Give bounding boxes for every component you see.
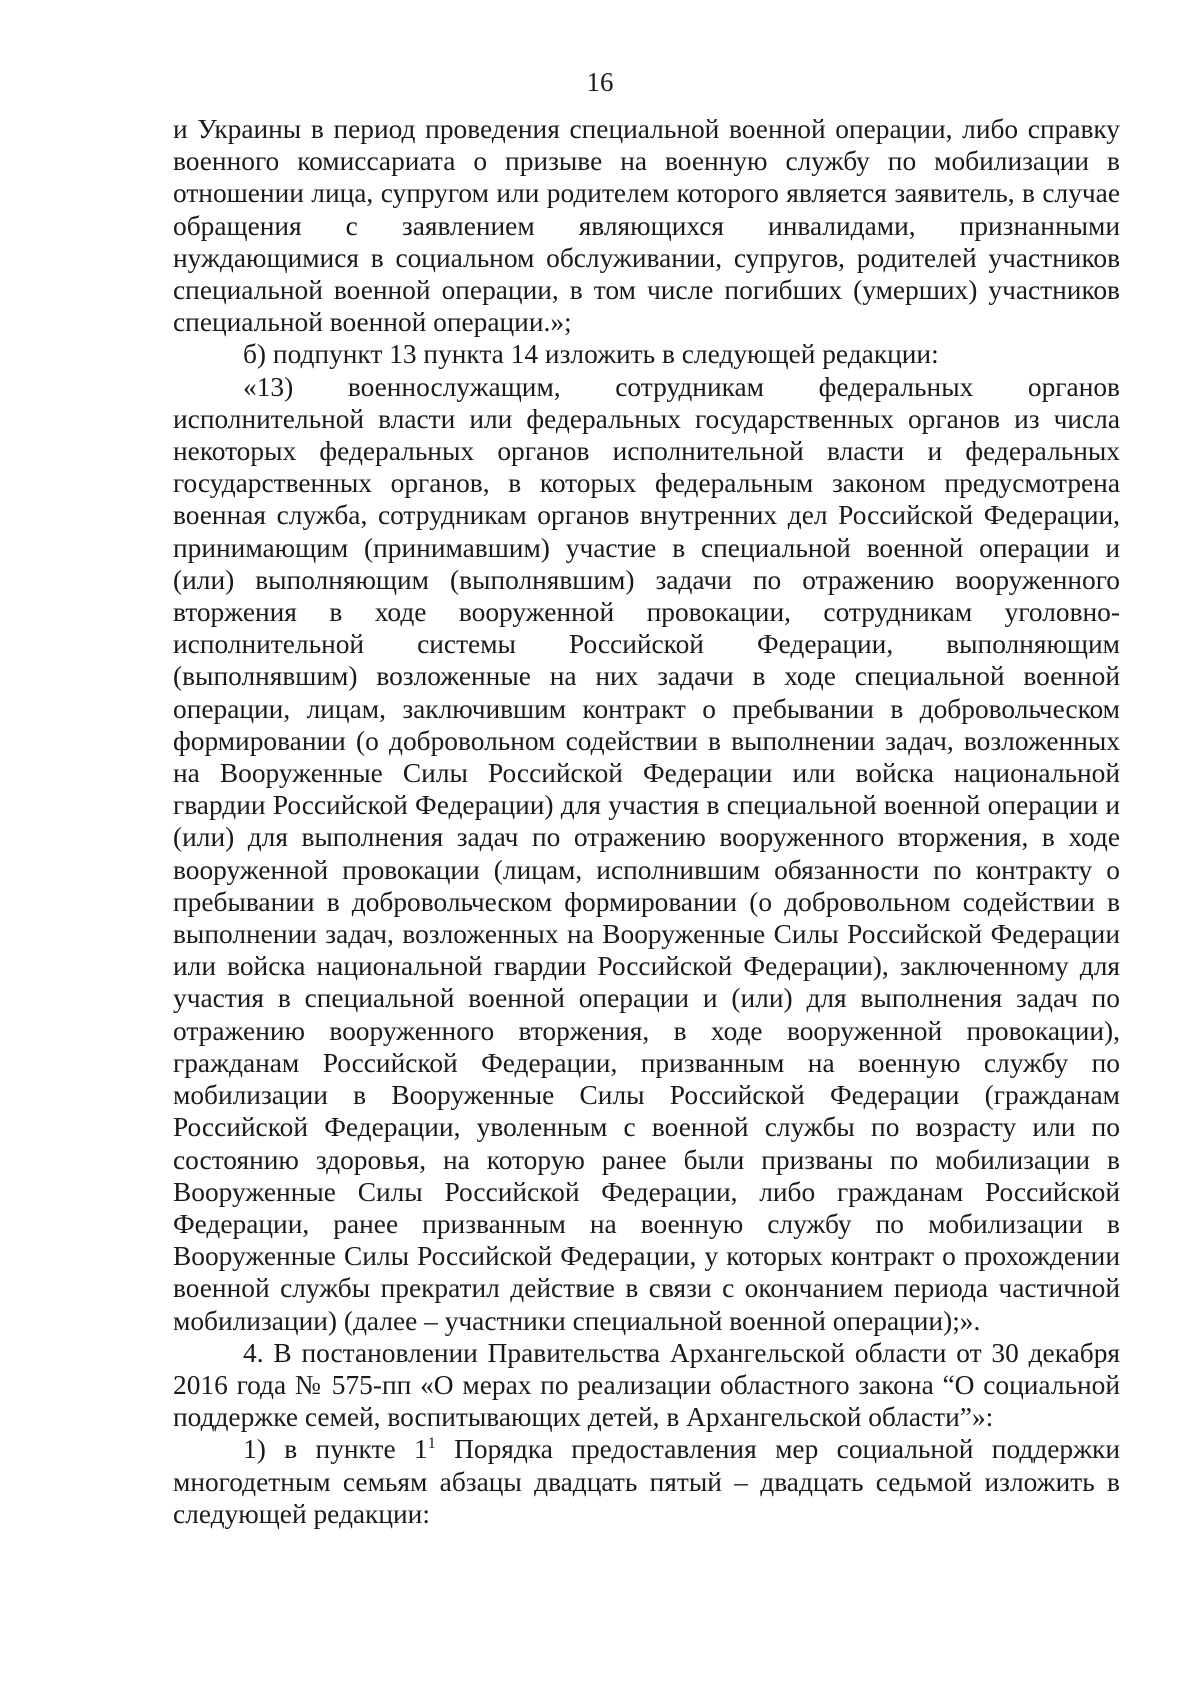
paragraph-continuation: и Украины в период проведения специальной военной операции, либо справку военного комиссариата о призыве на военную службу по мобилизации в отношении лица, супругом или родителем которого является заявитель, в случае обращения с заявлением являющихся инвалидами, признанными нуждающимися в социальном обслуживании, супругов, родителей участников специальной военной операции, в том числе погибших (умерших) участников специальной военной операции.»; <box>173 114 1120 338</box>
paragraph-subpoint-b: б) подпункт 13 пункта 14 изложить в следующей редакции: <box>243 339 939 370</box>
document-body <box>173 113 1120 1530</box>
paragraph-subpoint-13: «13) военнослужащим, сотрудникам федеральных органов исполнительной власти или федеральных государственных органов из числа некоторых федеральных органов исполнительной власти и федеральных государственных органов, в которых федеральным законом предусмотрена военная служба, сотрудникам органов внутренних дел Российской Федерации, принимающим (принимавшим) участие в специальной военной операции и (или) выполняющим (выполнявшим) задачи по отражению вооруженного вторжения в ходе вооруженной провокации, сотрудникам уголовно-исполнительной системы Российской Федерации, выполняющим (выполнявшим) возложенные на них задачи в ходе специальной военной операции, лицам, заключившим контракт о пребывании в добровольческом формировании (о добровольном содействии в выполнении задач, возложенных на Вооруженные Силы Российской Федерации или войска национальной гвардии Российской Федерации) для участия в специальной военной операции и (или) для выполнения задач по отражению вооруженного вторжения, в ходе вооруженной провокации (лицам, исполнившим обязанности по контракту о пребывании в добровольческом формировании (о добровольном содействии в выполнении задач, возложенных на Вооруженные Силы Российской Федерации или войска национальной гвардии Российской Федерации), заключенному для участия в специальной военной операции и (или) для выполнения задач по отражению вооруженного вторжения, в ходе вооруженной провокации), гражданам Российской Федерации, призванным на военную службу по мобилизации в Вооруженные Силы Российской Федерации (гражданам Российской Федерации, уволенным с военной службы по возрасту или по состоянию здоровья, на которую ранее были призваны по мобилизации в Вооруженные Силы Российской Федерации, либо гражданам Российской Федерации, ранее призванным на военную службу по мобилизации в Вооруженные Силы Российской Федерации, у которых контракт о прохождении военной службы прекратил действие в связи с окончанием периода частичной мобилизации) (далее – участники специальной военной операции);». <box>173 371 1120 1336</box>
page-number: 16 <box>586 67 614 97</box>
paragraph-item-1-rest: Порядка предоставления мер социальной поддержки многодетным семьям абзацы двадцать пятый – двадцать седьмой изложить в следующей редакции: <box>173 1434 1120 1529</box>
paragraph-item-1-start: 1) в пункте 1 <box>243 1434 428 1465</box>
superscript-index: 1 <box>427 1435 436 1453</box>
paragraph-item-1 <box>173 1433 1120 1530</box>
paragraph-item-4: 4. В постановлении Правительства Архангельской области от 30 декабря 2016 года № 575-пп «О мерах по реализации областного закона “О социальной поддержке семей, воспитывающих детей, в Архангельской области”»: <box>173 1337 1120 1433</box>
